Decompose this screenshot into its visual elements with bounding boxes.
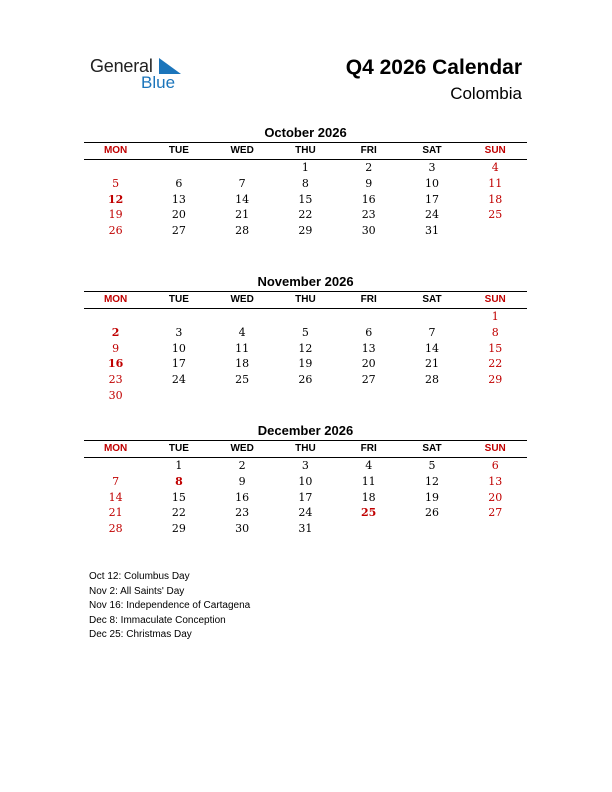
day-cell: 7 [238,176,246,190]
holiday-note: Dec 25: Christmas Day [89,629,192,640]
day-cell: 21 [424,357,439,371]
day-cell: 26 [108,224,123,238]
day-cell: 18 [488,192,503,206]
day-cell: 15 [488,341,503,355]
day-cell: 15 [171,490,186,504]
day-cell: 26 [298,373,313,387]
day-cell: 14 [108,490,123,504]
empty-day-cell [337,309,400,325]
day-cell: 28 [235,224,250,238]
day-cell: 17 [171,357,186,371]
day-cell: 9 [112,341,120,355]
day-cell: 22 [298,208,313,222]
day-cell: 4 [238,325,246,339]
day-cell: 18 [361,490,376,504]
brand-logo [90,56,190,96]
day-cell: 29 [298,224,313,238]
month-title: October 2026 [264,125,347,140]
day-cell: 15 [298,192,313,206]
day-cell: 28 [424,373,439,387]
day-cell: 10 [424,176,439,190]
day-cell: 25 [488,208,503,222]
day-cell: 20 [361,357,376,371]
day-cell: 8 [175,474,183,488]
weekday-label: THU [295,145,316,156]
weekday-label: TUE [168,294,189,305]
day-cell: 6 [365,325,373,339]
day-cell: 20 [488,490,503,504]
day-cell: 20 [171,208,186,222]
day-cell: 1 [175,459,183,472]
week-row [84,223,527,239]
logo-text-blue: Blue [141,73,176,92]
day-cell: 19 [108,208,123,222]
week-row [84,160,527,176]
day-cell: 11 [235,341,250,355]
day-cell: 17 [298,490,313,504]
day-cell: 28 [108,522,123,536]
weekday-label: SUN [484,443,506,454]
day-cell: 19 [424,490,439,504]
month-block [84,422,527,537]
day-cell: 3 [175,325,183,339]
day-cell: 14 [235,192,250,206]
day-cell: 23 [361,208,376,222]
day-cell: 12 [424,474,439,488]
weekday-header [84,291,527,309]
empty-day-cell [147,160,210,176]
day-cell: 31 [298,522,313,536]
empty-day-cell [400,521,463,537]
month-block [84,273,527,404]
weekday-label: THU [295,443,316,454]
week-row [84,521,527,537]
day-cell: 21 [108,506,123,520]
day-cell: 25 [235,373,250,387]
day-cell: 21 [235,208,250,222]
holiday-note: Oct 12: Columbus Day [89,571,190,582]
empty-day-cell [337,388,400,404]
empty-day-cell [464,223,527,239]
holiday-list [89,570,250,643]
month-title: December 2026 [257,423,354,438]
day-cell: 10 [171,341,186,355]
holiday-note: Dec 8: Immaculate Conception [89,614,226,626]
day-cell: 13 [361,341,376,355]
holiday-note: Nov 16: Independence of Cartagena [89,600,251,611]
empty-day-cell [400,388,463,404]
day-cell: 19 [298,357,313,371]
weekday-header [84,440,527,458]
day-cell: 30 [235,522,250,536]
weekday-label: THU [295,294,316,305]
day-cell: 27 [361,373,376,387]
weekday-label: SAT [422,145,442,156]
empty-day-cell [211,160,274,176]
day-cell: 8 [491,325,499,339]
day-cell: 3 [428,161,436,174]
day-cell: 10 [298,474,313,488]
weekday-label: MON [103,294,128,305]
empty-day-cell [274,309,337,325]
day-cell: 27 [488,506,503,520]
empty-day-cell [211,388,274,404]
week-row [84,176,527,192]
day-cell: 4 [365,459,373,472]
weekday-label: MON [103,145,128,156]
weekday-label: WED [230,294,254,305]
day-cell: 30 [108,388,123,402]
month-title: November 2026 [257,274,354,289]
day-cell: 7 [112,474,120,488]
day-cell: 9 [365,176,373,190]
day-cell: 12 [298,341,313,355]
day-cell: 12 [107,192,124,206]
day-cell: 2 [365,161,373,174]
weekday-label: WED [230,145,254,156]
day-cell: 30 [361,224,376,238]
weekday-label: FRI [360,145,377,156]
day-cell: 23 [108,373,123,387]
day-cell: 2 [111,325,120,339]
day-cell: 22 [488,357,503,371]
logo-text-general: General [90,56,153,76]
day-cell: 4 [491,161,499,174]
day-cell: 8 [301,176,309,190]
day-cell: 31 [424,224,439,238]
week-row [84,388,527,404]
weekday-label: FRI [360,294,377,305]
day-cell: 23 [235,506,250,520]
week-row [84,325,527,341]
weekday-label: SUN [484,294,506,305]
day-cell: 16 [235,490,250,504]
week-row [84,356,527,372]
day-cell: 25 [361,506,377,520]
empty-day-cell [400,309,463,325]
day-cell: 1 [491,310,499,323]
empty-day-cell [84,160,147,176]
weekday-label: TUE [168,443,189,454]
day-cell: 1 [301,161,309,174]
week-row [84,372,527,388]
day-cell: 5 [301,325,309,339]
weekday-label: MON [103,443,128,454]
weekday-label: SUN [484,145,506,156]
empty-day-cell [464,521,527,537]
weekday-label: FRI [360,443,377,454]
day-cell: 26 [424,506,439,520]
day-cell: 16 [107,357,124,371]
day-cell: 17 [424,192,439,206]
week-row [84,341,527,357]
day-cell: 14 [424,341,439,355]
holiday-note: Nov 2: All Saints' Day [89,585,185,597]
day-cell: 16 [361,192,376,206]
weekday-label: WED [230,443,254,454]
weekday-header [84,142,527,160]
week-row [84,458,527,474]
day-cell: 27 [171,224,186,238]
empty-day-cell [147,388,210,404]
day-cell: 5 [112,176,120,190]
empty-day-cell [464,388,527,404]
day-cell: 3 [301,459,309,472]
empty-day-cell [274,388,337,404]
empty-day-cell [337,521,400,537]
logo-triangle-icon [159,58,181,74]
day-cell: 9 [238,474,246,488]
day-cell: 13 [171,192,186,206]
week-row [84,309,527,325]
empty-day-cell [84,309,147,325]
day-cell: 24 [298,506,313,520]
day-cell: 24 [424,208,439,222]
week-row [84,490,527,506]
country-name: Colombia [450,84,522,103]
day-cell: 11 [361,474,376,488]
day-cell: 29 [171,522,186,536]
day-cell: 13 [488,474,503,488]
day-cell: 24 [171,373,186,387]
weekday-label: SAT [422,443,442,454]
day-cell: 6 [175,176,183,190]
weekday-label: SAT [422,294,442,305]
day-cell: 2 [238,459,246,472]
day-cell: 7 [428,325,436,339]
empty-day-cell [84,458,147,474]
week-row [84,192,527,208]
day-cell: 6 [491,459,499,472]
empty-day-cell [211,309,274,325]
day-cell: 22 [171,506,186,520]
day-cell: 5 [428,459,436,472]
empty-day-cell [147,309,210,325]
day-cell: 11 [488,176,503,190]
weekday-label: TUE [168,145,189,156]
page-title: Q4 2026 Calendar [345,56,522,79]
month-block [84,124,527,239]
week-row [84,474,527,490]
day-cell: 29 [488,373,503,387]
day-cell: 18 [235,357,250,371]
week-row [84,505,527,521]
week-row [84,207,527,223]
